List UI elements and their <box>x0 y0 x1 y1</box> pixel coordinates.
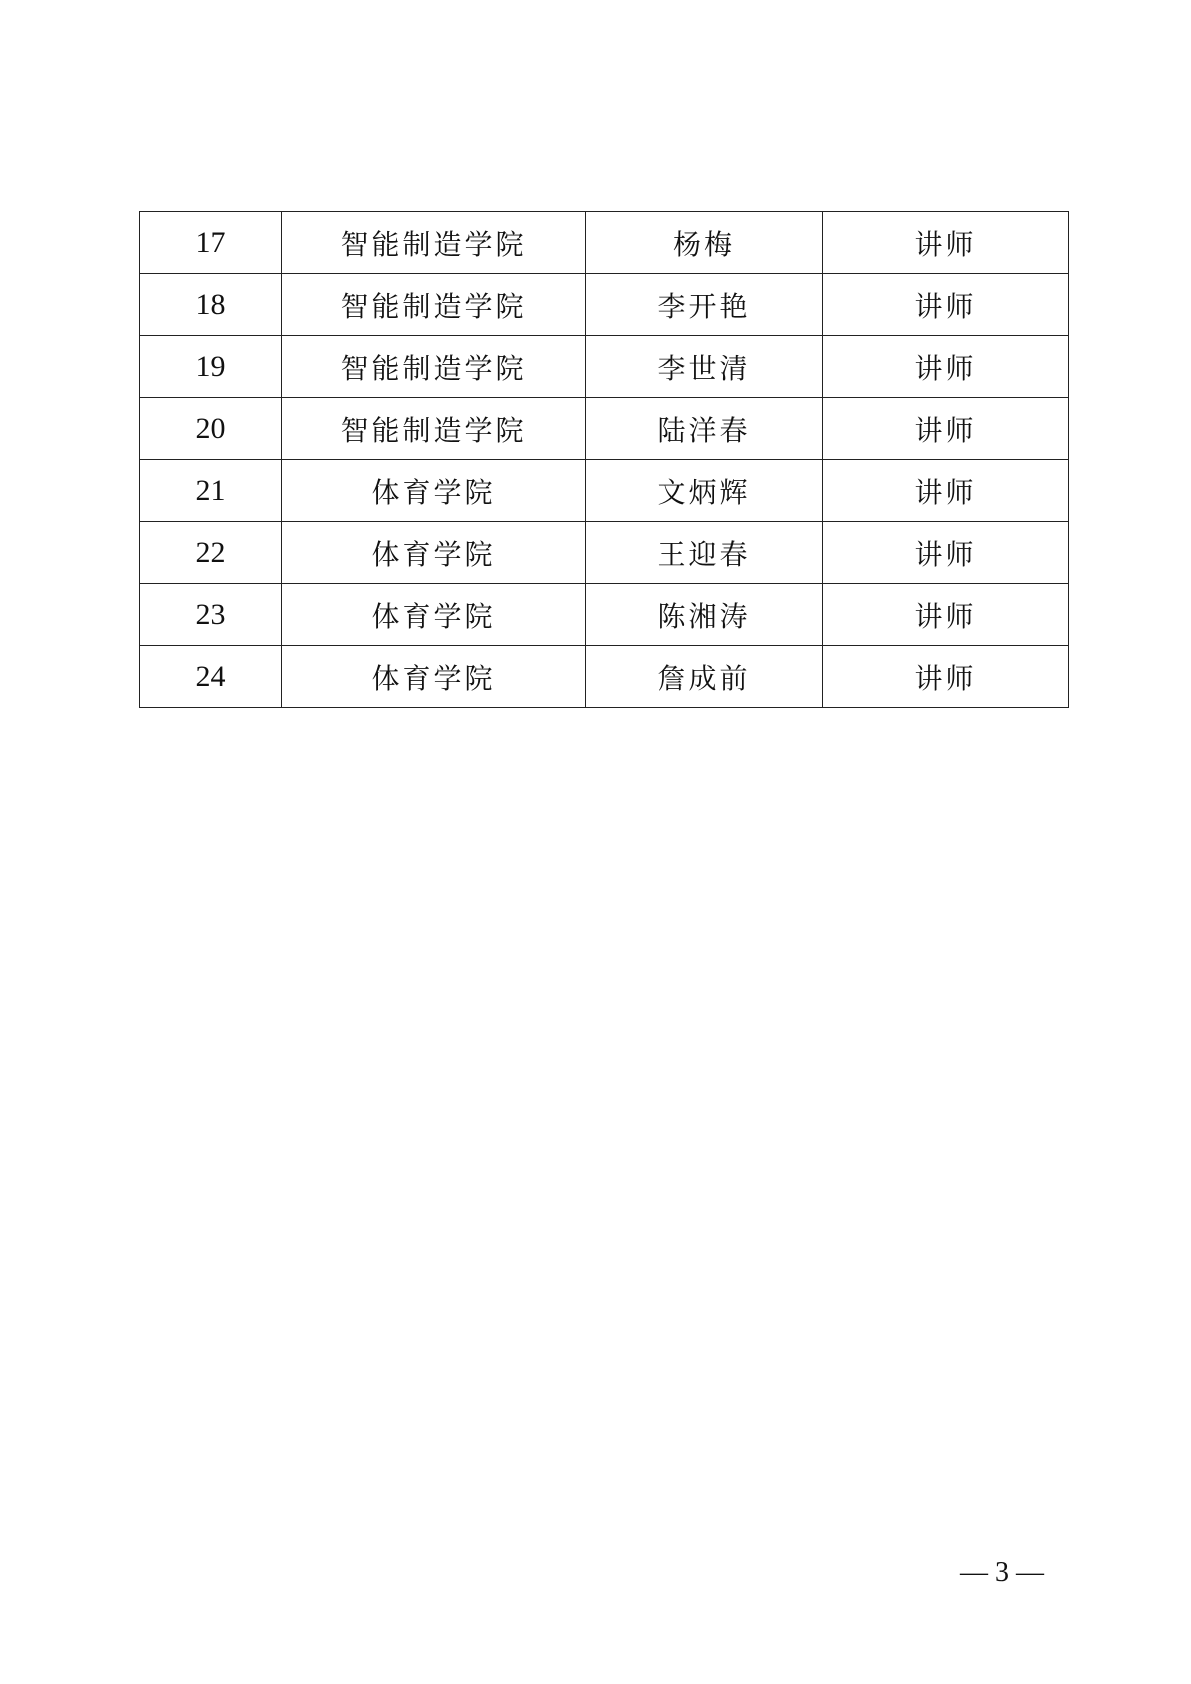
table-row <box>140 646 1069 708</box>
row-number: 23 <box>140 584 282 646</box>
table-row <box>140 336 1069 398</box>
table-row <box>140 584 1069 646</box>
college-cell: 体育学院 <box>282 584 586 646</box>
title-cell: 讲师 <box>823 584 1069 646</box>
page-number: — 3 — <box>960 1557 1044 1588</box>
row-number: 19 <box>140 336 282 398</box>
name-cell: 陈湘涛 <box>586 584 823 646</box>
title-cell: 讲师 <box>823 274 1069 336</box>
table-row <box>140 460 1069 522</box>
row-number: 22 <box>140 522 282 584</box>
row-number: 18 <box>140 274 282 336</box>
name-cell: 詹成前 <box>586 646 823 708</box>
name-cell: 王迎春 <box>586 522 823 584</box>
college-cell: 体育学院 <box>282 522 586 584</box>
row-number: 20 <box>140 398 282 460</box>
college-cell: 智能制造学院 <box>282 212 586 274</box>
title-cell: 讲师 <box>823 398 1069 460</box>
row-number: 17 <box>140 212 282 274</box>
row-number: 24 <box>140 646 282 708</box>
title-cell: 讲师 <box>823 460 1069 522</box>
name-cell: 李开艳 <box>586 274 823 336</box>
table-row <box>140 212 1069 274</box>
college-cell: 智能制造学院 <box>282 336 586 398</box>
table-row <box>140 522 1069 584</box>
title-cell: 讲师 <box>823 646 1069 708</box>
college-cell: 体育学院 <box>282 460 586 522</box>
college-cell: 智能制造学院 <box>282 274 586 336</box>
college-cell: 体育学院 <box>282 646 586 708</box>
title-cell: 讲师 <box>823 336 1069 398</box>
table-row <box>140 398 1069 460</box>
name-cell: 李世清 <box>586 336 823 398</box>
roster-table <box>139 211 1069 708</box>
name-cell: 文炳辉 <box>586 460 823 522</box>
college-cell: 智能制造学院 <box>282 398 586 460</box>
title-cell: 讲师 <box>823 212 1069 274</box>
row-number: 21 <box>140 460 282 522</box>
table-row <box>140 274 1069 336</box>
name-cell: 陆洋春 <box>586 398 823 460</box>
name-cell: 杨梅 <box>586 212 823 274</box>
title-cell: 讲师 <box>823 522 1069 584</box>
